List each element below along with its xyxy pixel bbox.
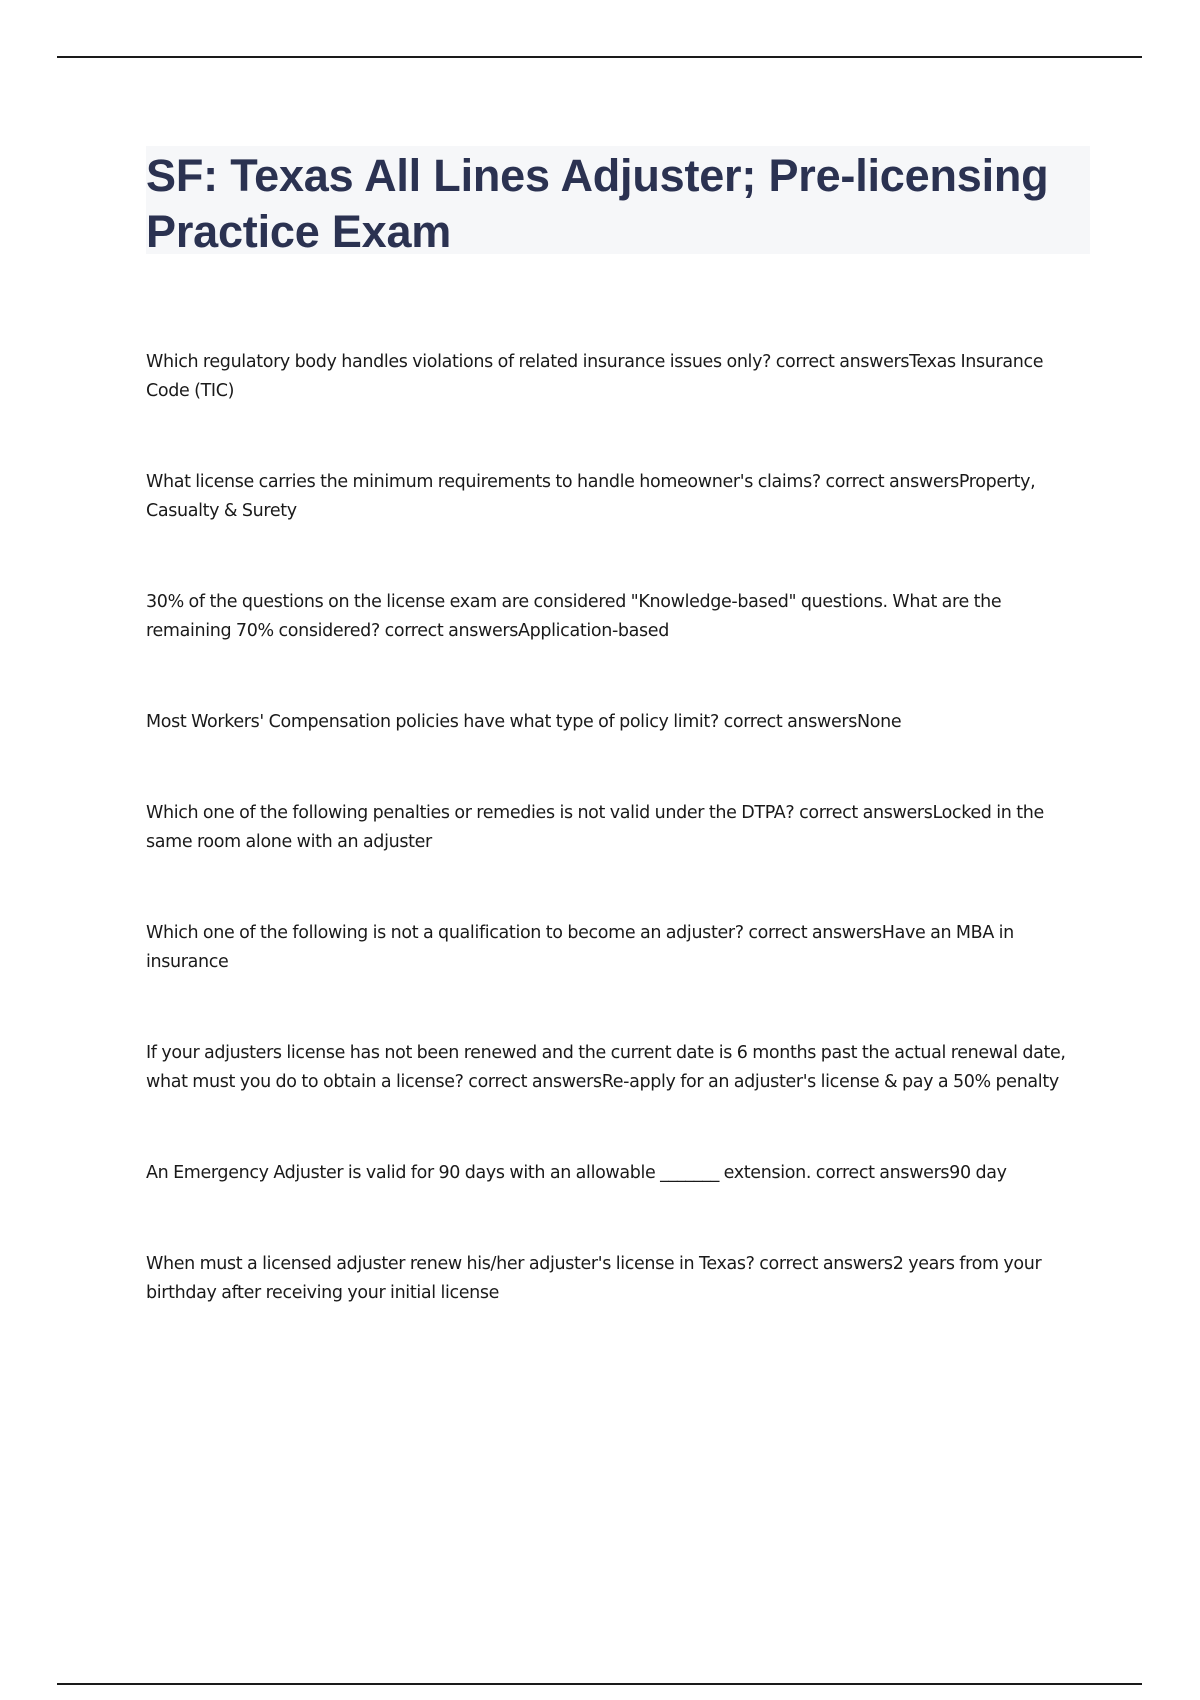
- question-item: If your adjusters license has not been renewed and the current date is 6 months past the actual renewal date, what must you do to obtain a license? correct answersRe-apply for an adjuster's license & pay a 50% penalty: [146, 1043, 1066, 1092]
- question-item: Most Workers' Compensation policies have what type of policy limit? correct answersNone: [146, 712, 902, 732]
- question-item: 30% of the questions on the license exam are considered "Knowledge-based" questions. What are the remaining 70% considered? correct answersApplication-based: [146, 592, 1002, 641]
- page-title: SF: Texas All Lines Adjuster; Pre-licensing Practice Exam: [146, 150, 1049, 257]
- question-item: Which regulatory body handles violations of related insurance issues only? correct answersTexas Insurance Code (TIC): [146, 352, 1044, 401]
- page-content: [146, 146, 1090, 1308]
- question-item: Which one of the following penalties or remedies is not valid under the DTPA? correct answersLocked in the same room alone with an adjuster: [146, 803, 1044, 852]
- question-item: Which one of the following is not a qualification to become an adjuster? correct answersHave an MBA in insurance: [146, 923, 1014, 972]
- question-item: An Emergency Adjuster is valid for 90 days with an allowable _______ extension. correct answers90 day: [146, 1163, 1007, 1183]
- question-list: [146, 348, 1090, 1308]
- title-block: [146, 146, 1090, 257]
- bottom-rule: [57, 1683, 1142, 1685]
- question-item: When must a licensed adjuster renew his/her adjuster's license in Texas? correct answers2 years from your birthday after receiving your initial license: [146, 1254, 1042, 1303]
- question-item: What license carries the minimum requirements to handle homeowner's claims? correct answersProperty, Casualty & Surety: [146, 472, 1036, 521]
- top-rule: [57, 56, 1142, 58]
